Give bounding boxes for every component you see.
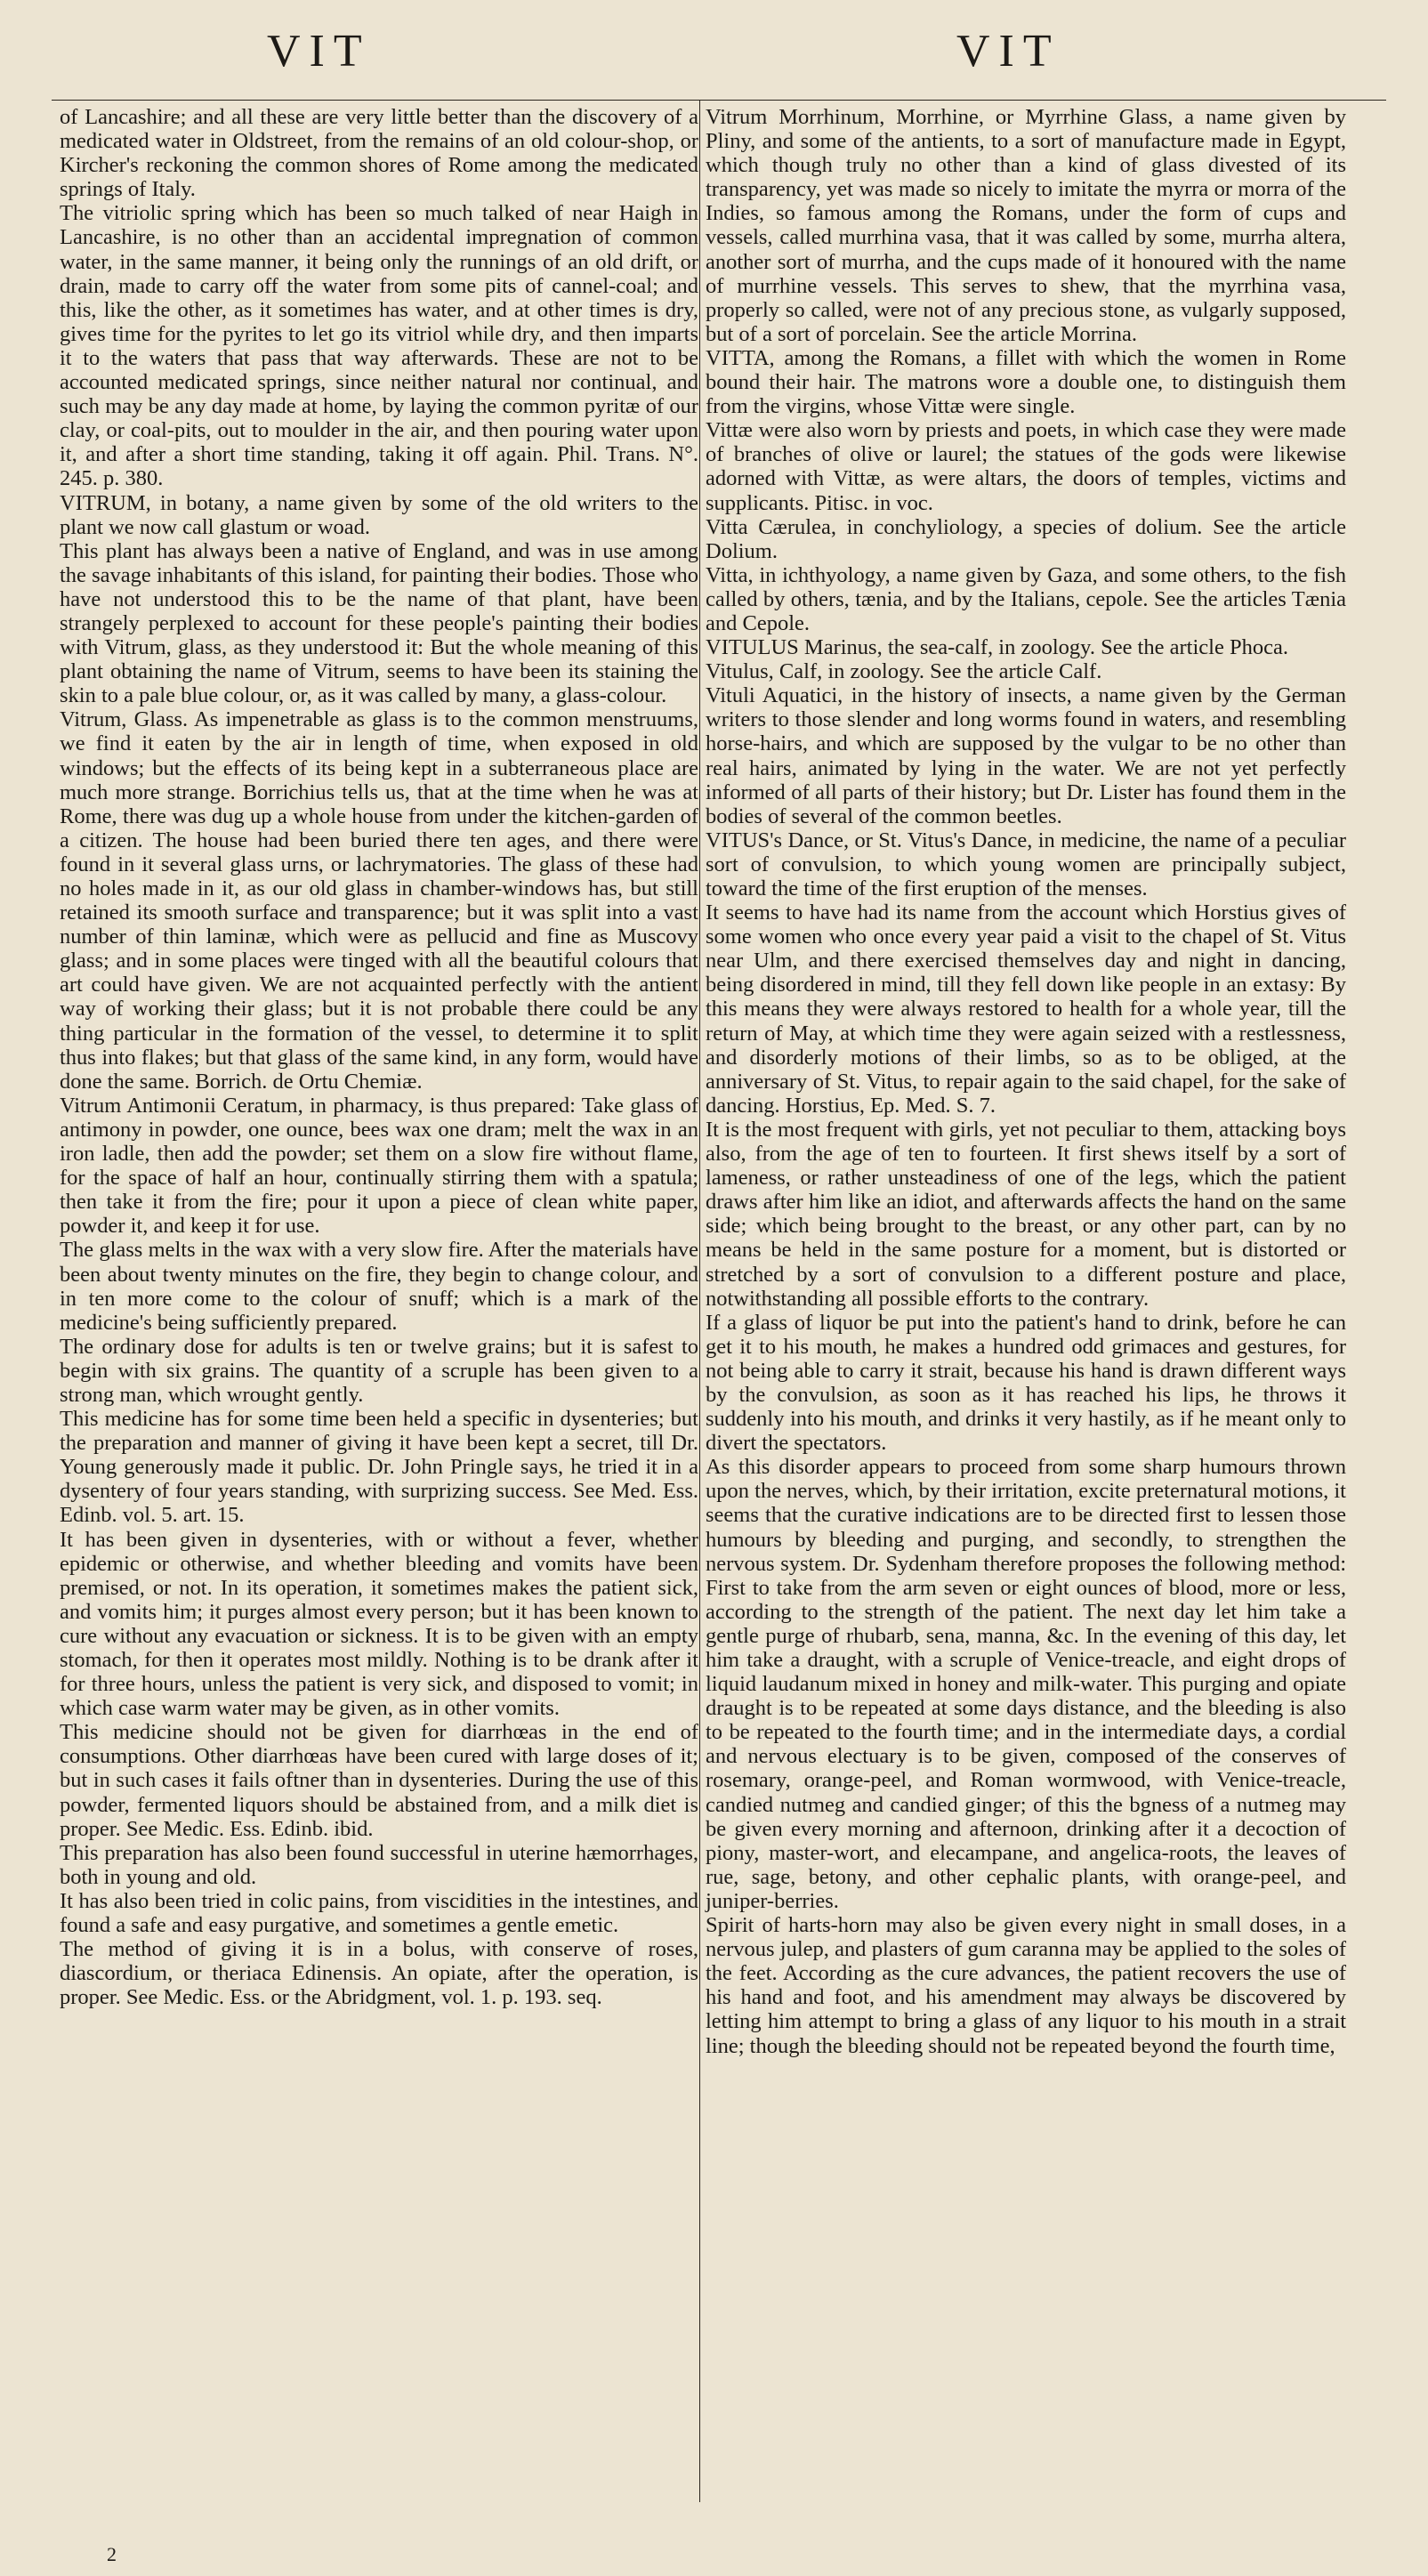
paragraph: This preparation has also been found successful in uterine hæmorrhages, both in young and old. [60,1840,698,1889]
left-column [60,105,698,2009]
paragraph: It seems to have had its name from the account which Horstius gives of some women who once every year paid a visit to the chapel of St. Vitus near Ulm, and there exercised themselves day and night in dancing, being disordered in mind, till they fell down like people in an extasy: By this means they were always restored to health for a whole year, till the return of May, at which time they were again seized with a restlessness, and disorderly motions of their limbs, so as to be obliged, at the anniversary of St. Vitus, to repair again to the said chapel, for the sake of dancing. Horstius, Ep. Med. S. 7. [706,900,1346,1118]
paragraph: Vitrum, Glass. As impenetrable as glass is to the common menstruums, we find it eaten by the air in length of time, when exposed in old windows; but the effects of its being kept in a subterraneous place are much more strange. Borrichius tells us, that at the time when he was at Rome, there was dug up a whole house from under the kitchen-garden of a citizen. The house had been buried there ten ages, and there were found in it several glass urns, or lachrymatories. The glass of these had no holes made in it, as our old glass in chamber-windows has, but still retained its smooth surface and transparence; but it was split into a vast number of thin laminæ, which were as pellucid and fine as Muscovy glass; and in some places were tinged with all the beautiful colours that art could have given. We are not acquainted perfectly with the antient way of working their glass; but it is not probable there could be any thing particular in the formation of the vessel, to determine it to split thus into flakes; but that glass of the same kind, in any form, would have done the same. Borrich. de Ortu Chemiæ. [60,707,698,1094]
right-column [706,105,1346,2058]
paragraph: of Lancashire; and all these are very little better than the discovery of a medicated water in Oldstreet, from the remains of an old colour-shop, or Kircher's reckoning the common shores of Rome among the medicated springs of Italy. [60,105,698,202]
running-header [0,25,1428,78]
paragraph: It has also been tried in colic pains, from viscidities in the intestines, and found a safe and easy purgative, and sometimes a gentle emetic. [60,1888,698,1938]
paragraph: The ordinary dose for adults is ten or twelve grains; but it is safest to begin with six grains. The quantity of a scruple has been given to a strong man, which wrought gently. [60,1334,698,1407]
paragraph: Vitrum Morrhinum, Morrhine, or Myrrhine Glass, a name given by Pliny, and some of the antients, to a sort of manufacture made in Egypt, which though truly no other than a kind of glass divested of its transparency, yet was made so nicely to imitate the myrra or morra of the Indies, so famous among the Romans, under the form of cups and vessels, called murrhina vasa, that it was called by some, murrha altera, another sort of murrha, and the cups made of it honoured with the name of murrhine vessels. This serves to shew, that the myrrhina vasa, properly so called, were not of any precious stone, as vulgarly supposed, but of a sort of porcelain. See the article Morrina. [706,105,1346,346]
paragraph: Vittæ were also worn by priests and poets, in which case they were made of branches of olive or laurel; the statues of the gods were likewise adorned with Vittæ, as were altars, the doors of temples, victims and supplicants. Pitisc. in voc. [706,418,1346,515]
signature-mark: 2 [107,2543,117,2565]
paragraph: VITUS's Dance, or St. Vitus's Dance, in medicine, the name of a peculiar sort of convulsion, to which young women are principally subject, toward the time of the first eruption of the menses. [706,828,1346,900]
paragraph: VITULUS Marinus, the sea-calf, in zoology. See the article Phoca. [706,635,1288,660]
column-divider [699,100,700,2502]
paragraph: This medicine has for some time been held a specific in dysenteries; but the preparation and manner of giving it have been kept a secret, till Dr. Young generously made it public. Dr. John Pringle says, he tried it in a dysentery of four years standing, with surprizing success. See Med. Ess. Edinb. vol. 5. art. 15. [60,1407,698,1528]
paragraph: Spirit of harts-horn may also be given every night in small doses, in a nervous julep, and plasters of gum caranna may be applied to the soles of the feet. According as the cure advances, the patient recovers the use of his hand and foot, and his amendment may always be discovered by letting him attempt to bring a glass of any liquor to his mouth in a strait line; though the bleeding should not be repeated beyond the fourth time, [706,1913,1346,2058]
paragraph: The vitriolic spring which has been so much talked of near Haigh in Lancashire, is no other than an accidental impregnation of common water, in the same manner, it being only the runnings of an old drift, or drain, made to carry off the water from some pits of cannel-coal; and this, like the other, as it sometimes has water, and at other times is dry, gives time for the pyrites to let go its vitriol while dry, and then imparts it to the waters that pass that way afterwards. These are not to be accounted medicated springs, since neither natural nor continual, and such may be any day made at home, by laying the common pyritæ of our clay, or coal-pits, out to moulder in the air, and then pouring water upon it, and after a short time standing, taking it off again. Phil. Trans. N°. 245. p. 380. [60,201,698,491]
header-rule [52,100,1386,101]
paragraph: VITRUM, in botany, a name given by some of the old writers to the plant we now call glastum or woad. [60,490,698,539]
paragraph: This plant has always been a native of England, and was in use among the savage inhabitants of this island, for painting their bodies. Those who have not understood this to be the name of that plant, have been strangely perplexed to account for these people's painting their bodies with Vitrum, glass, as they understood it: But the whole meaning of this plant obtaining the name of Vitrum, seems to have been its staining the skin to a pale blue colour, or, as it was called by many, a glass-colour. [60,538,698,708]
paragraph: The glass melts in the wax with a very slow fire. After the materials have been about twenty minutes on the fire, they begin to change colour, and in ten more come to the colour of snuff; which is a mark of the medicine's being sufficiently prepared. [60,1238,698,1335]
header-right: VIT [956,26,1061,77]
paragraph: The method of giving it is in a bolus, with conserve of roses, diascordium, or theriaca Edinensis. An opiate, after the operation, is proper. See Medic. Ess. or the Abridgment, vol. 1. p. 193. seq. [60,1937,698,2010]
paragraph: Vitrum Antimonii Ceratum, in pharmacy, is thus prepared: Take glass of antimony in powder, one ounce, bees wax one dram; melt the wax in an iron ladle, then add the powder; set them on a slow fire without flame, for the space of half an hour, continually stirring them with a spatula; then take it from the fire; pour it upon a piece of clean white paper, powder it, and keep it for use. [60,1093,698,1239]
paragraph: This medicine should not be given for diarrhœas in the end of consumptions. Other diarrhœas have been cured with large doses of it; but in such cases it fails oftner than in dysenteries. During the use of this powder, fermented liquors should be abstained from, and a milk diet is proper. See Medic. Ess. Edinb. ibid. [60,1720,698,1841]
paragraph: If a glass of liquor be put into the patient's hand to drink, before he can get it to his mouth, he makes a hundred odd grimaces and gestures, for not being able to carry it strait, because his hand is drawn different ways by the convulsion, as soon as it has reached his lips, he throws it suddenly into his mouth, and drinks it very hastily, as if he meant only to divert the spectators. [706,1310,1346,1456]
paragraph: Vitta Cærulea, in conchyliology, a species of dolium. See the article Dolium. [706,514,1346,563]
paragraph: It has been given in dysenteries, with or without a fever, whether epidemic or otherwise, and whether bleeding and vomits have been premised, or not. In its operation, it sometimes makes the patient sick, and vomits him; it purges almost every person; but it has been known to cure without any evacuation or sickness. It is to be given with an empty stomach, for then it operates most mildly. Nothing is to be drank after it for three hours, unless the patient is very sick, and disposed to vomit; in which case warm water may be given, as in other vomits. [60,1527,698,1721]
paragraph: Vituli Aquatici, in the history of insects, a name given by the German writers to those slender and long worms found in waters, and resembling horse-hairs, and which are supposed by the vulgar to be no other than real hairs, animated by lying in the water. We are not yet perfectly informed of all parts of their history; but Dr. Lister has found them in the bodies of several of the common beetles. [706,683,1346,828]
paragraph: Vitta, in ichthyology, a name given by Gaza, and some others, to the fish called by others, tænia, and by the Italians, cepole. See the articles Tænia and Cepole. [706,562,1346,635]
paragraph: As this disorder appears to proceed from some sharp humours thrown upon the nerves, which, by their irritation, excite preternatural motions, it seems that the curative indications are to be directed first to lessen those humours by bleeding and purging, and secondly, to strengthen the nervous system. Dr. Sydenham therefore proposes the following method: First to take from the arm seven or eight ounces of blood, more or less, according to the strength of the patient. The next day let him take a gentle purge of rhubarb, sena, manna, &c. In the evening of this day, let him take a draught, with a scruple of Venice-treacle, and eight drops of liquid laudanum mixed in honey and milk-water. This purging and opiate draught is to be repeated at some days distance, and the bleeding is also to be repeated to the fourth time; and in the intermediate days, a cordial and nervous electuary is to be given, composed of the conserves of rosemary, orange-peel, and Roman wormwood, with Venice-treacle, candied nutmeg and candied ginger; of this the bgness of a nutmeg may be given every morning and afternoon, drinking after it a decoction of piony, master-wort, and elecampane, and angelica-roots, the leaves of rue, sage, betony, and other cephalic plants, with orange-peel, and juniper-berries. [706,1455,1346,1913]
paragraph: VITTA, among the Romans, a fillet with which the women in Rome bound their hair. The matrons wore a double one, to distinguish them from the virgins, whose Vittæ were single. [706,345,1346,419]
paragraph: Vitulus, Calf, in zoology. See the article Calf. [706,659,1102,684]
paragraph: It is the most frequent with girls, yet not peculiar to them, attacking boys also, from the age of ten to fourteen. It first shews itself by a sort of lameness, or rather unsteadiness of one of the legs, which the patient draws after him like an idiot, and afterwards affects the hand on the same side; which being brought to the breast, or any other part, can by no means be held in the same posture for a moment, but is distorted or stretched by a sort of convulsion to a different posture and place, notwithstanding all possible efforts to the contrary. [706,1117,1346,1311]
header-left: VIT [267,26,371,77]
